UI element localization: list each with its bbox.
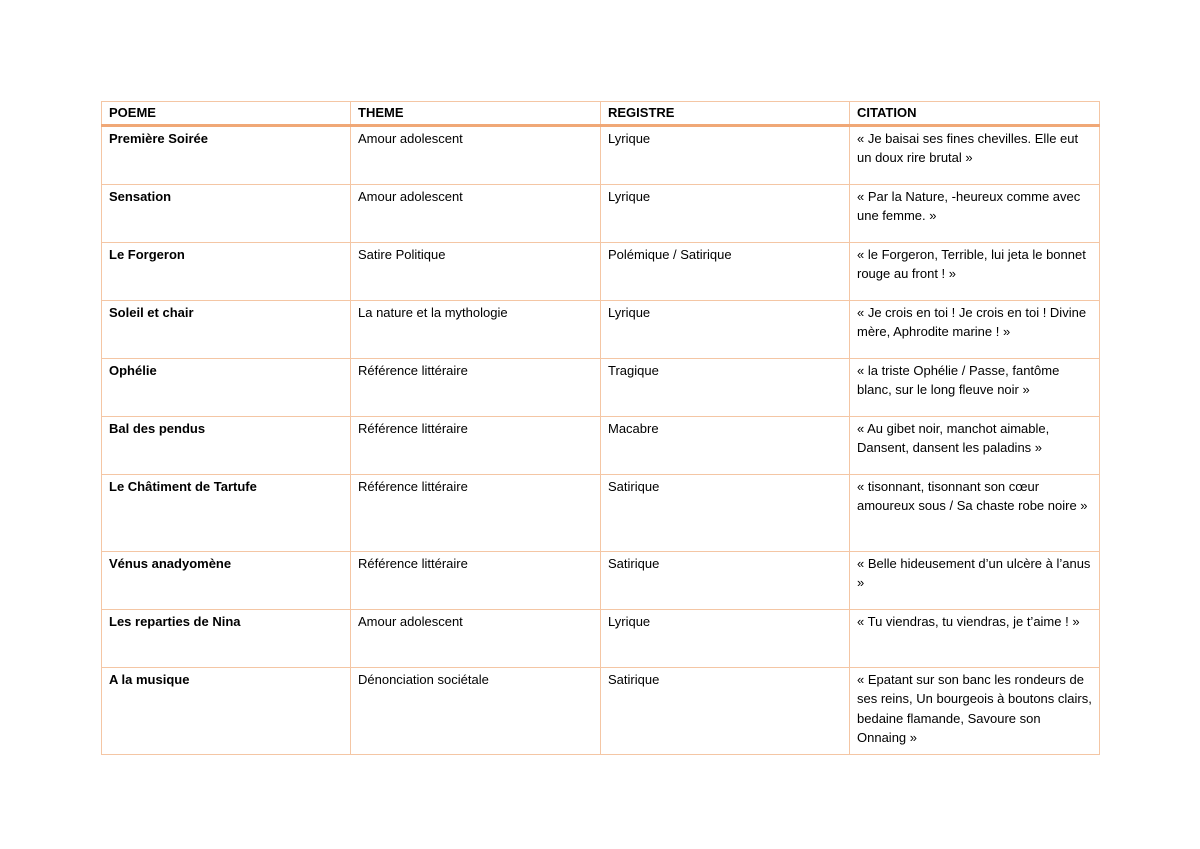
table-header-row [102,102,1100,126]
cell-poeme: Vénus anadyomène [102,551,351,609]
table-row [102,242,1100,300]
table-row [102,358,1100,416]
cell-citation: « Je crois en toi ! Je crois en toi ! Divine mère, Aphrodite marine ! » [850,300,1100,358]
cell-citation: « la triste Ophélie / Passe, fantôme blanc, sur le long fleuve noir » [850,358,1100,416]
cell-poeme: Soleil et chair [102,300,351,358]
cell-registre: Lyrique [601,184,850,242]
cell-registre: Polémique / Satirique [601,242,850,300]
table-row [102,667,1100,754]
cell-theme: Satire Politique [351,242,601,300]
cell-registre: Satirique [601,474,850,551]
cell-citation: « Belle hideusement d’un ulcère à l’anus » [850,551,1100,609]
cell-theme: Amour adolescent [351,609,601,667]
cell-theme: Référence littéraire [351,416,601,474]
cell-theme: Amour adolescent [351,125,601,184]
cell-poeme: Les reparties de Nina [102,609,351,667]
table-row [102,609,1100,667]
cell-poeme: Sensation [102,184,351,242]
cell-citation: « Par la Nature, -heureux comme avec une femme. » [850,184,1100,242]
cell-registre: Lyrique [601,125,850,184]
cell-theme: Amour adolescent [351,184,601,242]
header-theme: THEME [351,102,601,126]
cell-theme: La nature et la mythologie [351,300,601,358]
cell-theme: Référence littéraire [351,474,601,551]
cell-theme: Référence littéraire [351,358,601,416]
cell-citation: « Au gibet noir, manchot aimable, Dansent, dansent les paladins » [850,416,1100,474]
table-row [102,184,1100,242]
cell-poeme: A la musique [102,667,351,754]
cell-citation: « tisonnant, tisonnant son cœur amoureux sous / Sa chaste robe noire » [850,474,1100,551]
header-registre: REGISTRE [601,102,850,126]
cell-poeme: Ophélie [102,358,351,416]
cell-citation: « Tu viendras, tu viendras, je t’aime ! » [850,609,1100,667]
header-poeme: POEME [102,102,351,126]
table-row [102,416,1100,474]
cell-registre: Tragique [601,358,850,416]
table-row [102,125,1100,184]
cell-theme: Référence littéraire [351,551,601,609]
cell-poeme: Le Châtiment de Tartufe [102,474,351,551]
table-row [102,300,1100,358]
poems-table [101,101,1100,755]
header-citation: CITATION [850,102,1100,126]
cell-registre: Lyrique [601,300,850,358]
cell-registre: Lyrique [601,609,850,667]
table-row [102,551,1100,609]
cell-citation: « Je baisai ses fines chevilles. Elle eut un doux rire brutal » [850,125,1100,184]
cell-registre: Satirique [601,551,850,609]
table-row [102,474,1100,551]
cell-poeme: Bal des pendus [102,416,351,474]
cell-theme: Dénonciation sociétale [351,667,601,754]
cell-citation: « Epatant sur son banc les rondeurs de ses reins, Un bourgeois à boutons clairs, bedaine flamande, Savoure son Onnaing » [850,667,1100,754]
document-page [101,101,1099,755]
cell-registre: Macabre [601,416,850,474]
cell-registre: Satirique [601,667,850,754]
cell-poeme: Le Forgeron [102,242,351,300]
cell-poeme: Première Soirée [102,125,351,184]
cell-citation: « le Forgeron, Terrible, lui jeta le bonnet rouge au front ! » [850,242,1100,300]
